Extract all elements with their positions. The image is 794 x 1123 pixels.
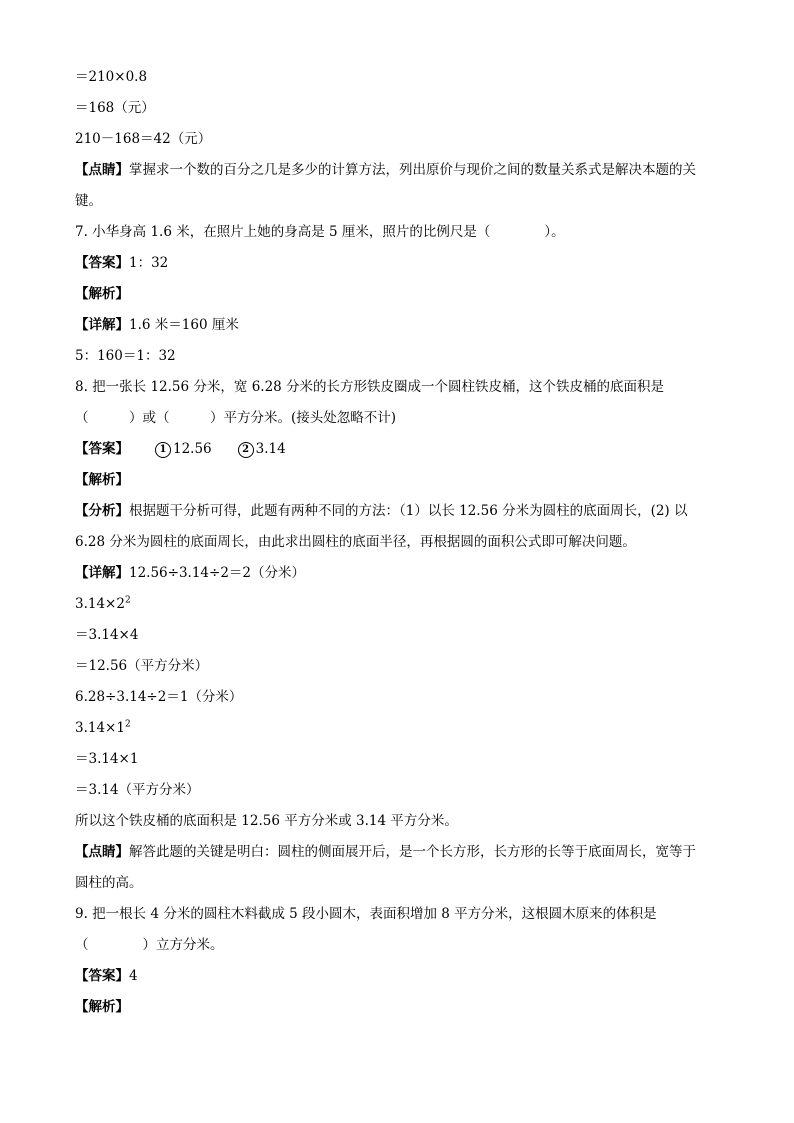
analysis-tag: 【解析】: [75, 472, 129, 488]
question-8: 8. 把一张长 12.56 分米，宽 6.28 分米的长方形铁皮圈成一个圆柱铁皮桶，这个铁皮桶的底面积是: [75, 379, 665, 395]
comment-line-continued: 圆柱的高。: [75, 875, 143, 891]
comment-line: 【点睛】掌握求一个数的百分之几是多少的计算方法，列出原价与现价之间的数量关系式是解决本题的关: [75, 162, 696, 178]
calc-line: ＝12.56（平方分米）: [75, 658, 209, 674]
calc-line: ＝3.14×4: [75, 627, 139, 643]
detail-line: 【详解】12.56÷3.14÷2＝2（分米）: [75, 565, 306, 581]
answer-tag: 【答案】: [75, 255, 129, 271]
detail-tag: 【详解】: [75, 565, 129, 581]
analysis-tag: 【解析】: [75, 286, 129, 302]
answer-line: 【答案】 1 12.56 2 3.14: [75, 441, 286, 457]
question-9-continued: （ ）立方分米。: [75, 937, 224, 953]
analysis-sub-tag: 【分析】: [75, 503, 129, 519]
calc-line: ＝210×0.8: [75, 69, 148, 85]
answer-tag: 【答案】: [75, 968, 129, 984]
analysis-line: [75, 992, 725, 1023]
detail-line: 【详解】1.6 米＝160 厘米: [75, 317, 239, 333]
analysis-line: [75, 279, 725, 310]
question-7: 7. 小华身高 1.6 米，在照片上她的身高是 5 厘米，照片的比例尺是（ ）。: [75, 224, 565, 240]
calc-line: ＝3.14×1: [75, 751, 139, 767]
analysis-line: [75, 465, 725, 496]
calc-line: $3.14\times 1^2$: [75, 719, 131, 736]
comment-line-continued: 键。: [75, 193, 102, 209]
document-page: [75, 62, 725, 1023]
comment-tag: 【点睛】: [75, 844, 129, 860]
detail-tag: 【详解】: [75, 317, 129, 333]
circled-number-2: 2: [238, 442, 254, 458]
conclusion-line: 所以这个铁皮桶的底面积是 12.56 平方分米或 3.14 平方分米。: [75, 813, 458, 829]
analysis-detail-continued: 6.28 分米为圆柱的底面周长，由此求出圆柱的底面半径，再根据圆的面积公式即可解决问题。: [75, 534, 636, 550]
answer-line: 【答案】4: [75, 968, 138, 984]
question-9: 9. 把一根长 4 分米的圆柱木料截成 5 段小圆木，表面积增加 8 平方分米，这根圆木原来的体积是: [75, 906, 657, 922]
calc-line: 210－168＝42（元）: [75, 131, 212, 147]
answer-line: 【答案】1：32: [75, 255, 169, 271]
calc-line: $3.14\times 2^2$: [75, 595, 131, 612]
answer-tag: 【答案】: [75, 441, 129, 457]
comment-tag: 【点睛】: [75, 162, 129, 178]
question-8-continued: （ ）或（ ）平方分米。(接头处忽略不计): [75, 410, 397, 426]
calc-line: ＝168（元）: [75, 100, 155, 116]
calc-line: 6.28÷3.14÷2＝1（分米）: [75, 689, 243, 705]
circled-number-1: 1: [155, 442, 171, 458]
analysis-tag: 【解析】: [75, 999, 129, 1015]
comment-line: 【点睛】解答此题的关键是明白：圆柱的侧面展开后，是一个长方形，长方形的长等于底面周长，宽等于: [75, 844, 696, 860]
calc-line: 5：160＝1：32: [75, 348, 176, 364]
calc-line: ＝3.14（平方分米）: [75, 782, 200, 798]
analysis-detail-line: 【分析】根据题干分析可得，此题有两种不同的方法：（1）以长 12.56 分米为圆柱的底面周长，(2) 以: [75, 503, 688, 519]
